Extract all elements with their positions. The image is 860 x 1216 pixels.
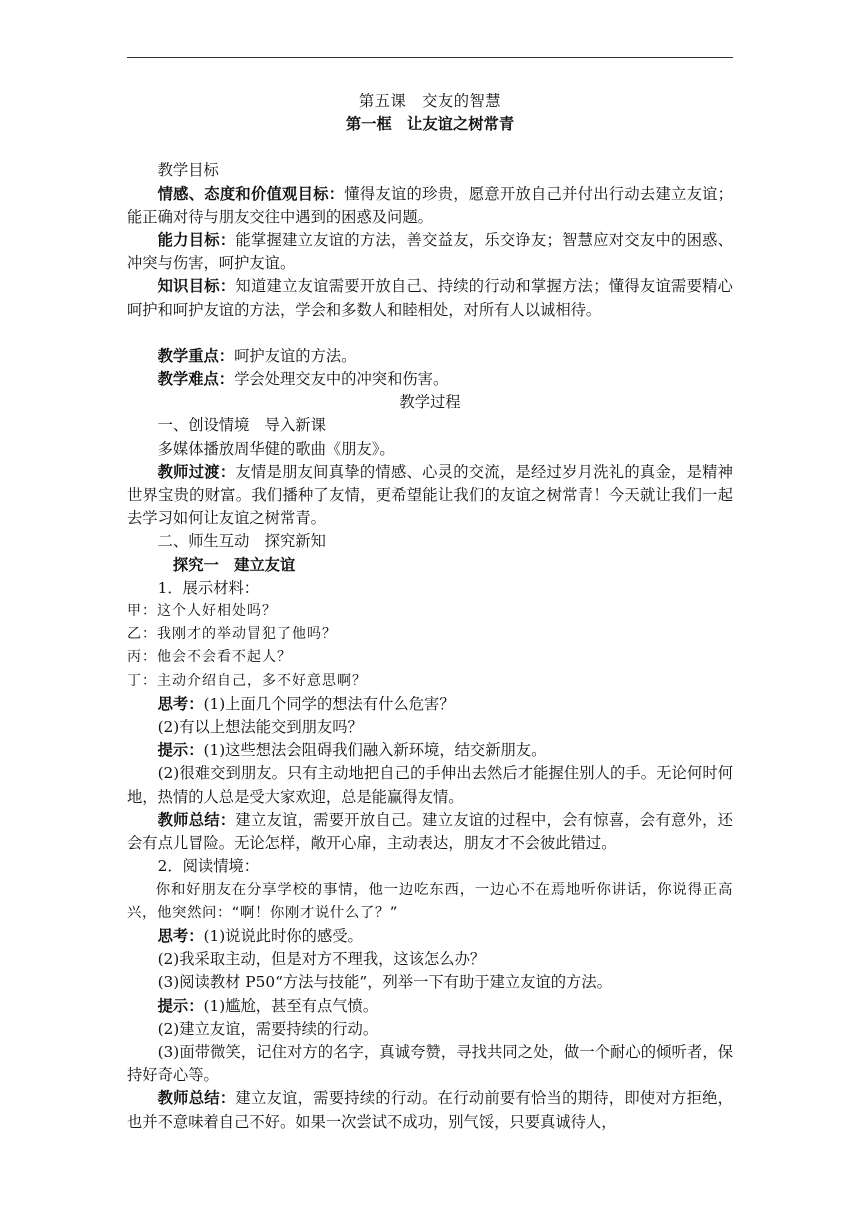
section-one-text: 多媒体播放周华健的歌曲《朋友》。 bbox=[157, 439, 395, 458]
hint-answer: (1)尴尬，甚至有点气愤。 bbox=[203, 996, 379, 1015]
think-question: (1)上面几个同学的想法有什么危害？ bbox=[203, 694, 455, 713]
think-question: (2)有以上想法能交到朋友吗？ bbox=[157, 718, 363, 737]
spacer bbox=[127, 322, 733, 345]
document-body bbox=[127, 90, 733, 1134]
summary-text: 建立友谊，需要开放自己。建立友谊的过程中，会有惊喜，会有意外，还会有点儿冒险。无论怎样，敞开心扉，主动表达，朋友才不会彼此错过。 bbox=[127, 810, 733, 853]
knowledge-text: 知道建立友谊需要开放自己、持续的行动和掌握方法；懂得友谊需要精心呵护和呵护友谊的方法，学会和多数人和睦相处，对所有人以诚相待。 bbox=[127, 277, 733, 319]
objectives-heading: 教学目标 bbox=[157, 161, 219, 180]
transition-text: 友情是朋友间真挚的情感、心灵的交流，是经过岁月洗礼的真金，是精神世界宝贵的财富。我们播种了友情，更希望能让我们的友谊之树常青！今天就让我们一起去学习如何让友谊之树常青。 bbox=[127, 462, 733, 528]
item-two-heading: 2．阅读情境： bbox=[157, 857, 260, 876]
lesson-subtitle: 第一框 让友谊之树常青 bbox=[345, 115, 515, 134]
hint-answer: (2)建立友谊，需要持续的行动。 bbox=[157, 1019, 379, 1038]
dialogue-line: 乙：我刚才的举动冒犯了他吗？ bbox=[127, 626, 337, 643]
hint-answer: (2)很难交到朋友。只有主动地把自己的手伸出去然后才能握住别人的手。无论何时何地，热情的人总是受大家欢迎，总是能赢得友情。 bbox=[127, 764, 733, 806]
think-question: (1)说说此时你的感受。 bbox=[203, 926, 363, 945]
dialogue-line: 丁：主动介绍自己，多不好意思啊？ bbox=[127, 672, 367, 689]
summary-label: 教师总结： bbox=[157, 810, 236, 829]
hint-two bbox=[127, 995, 733, 1018]
section-one-heading: 一、创设情境 导入新课 bbox=[157, 416, 326, 435]
process-heading: 教学过程 bbox=[399, 393, 461, 412]
key-point bbox=[127, 345, 733, 368]
transition-label: 教师过渡： bbox=[157, 462, 236, 481]
summary-text: 建立友谊，需要持续的行动。在行动前要有恰当的期待，即使对方拒绝，也并不意味着自己不好。如果一次尝试不成功，别气馁，只要真诚待人， bbox=[127, 1089, 733, 1131]
teacher-transition bbox=[127, 461, 733, 531]
think-label: 思考： bbox=[157, 926, 204, 945]
knowledge-objective bbox=[127, 275, 733, 321]
hint-one bbox=[127, 739, 733, 762]
hint-label: 提示： bbox=[157, 741, 204, 760]
knowledge-label: 知识目标： bbox=[157, 277, 236, 296]
think-label: 思考： bbox=[157, 694, 204, 713]
think-question: (2)我采取主动，但是对方不理我，这该怎么办？ bbox=[157, 950, 486, 969]
emotion-text: 懂得友谊的珍贵，愿意开放自己并付出行动去建立友谊；能正确对待与朋友交往中遇到的困惑及问题。 bbox=[127, 184, 733, 226]
header-rule bbox=[127, 57, 733, 58]
ability-text: 能掌握建立友谊的方法，善交益友，乐交诤友；智慧应对交友中的困惑、冲突与伤害，呵护友谊。 bbox=[127, 231, 733, 273]
hint-label: 提示： bbox=[157, 996, 204, 1015]
hint-answer: (3)面带微笑，记住对方的名字，真诚夸赞，寻找共同之处，做一个耐心的倾听者，保持好奇心等。 bbox=[127, 1042, 733, 1085]
difficulty-text: 学会处理交友中的冲突和伤害。 bbox=[234, 370, 449, 389]
teacher-summary-two bbox=[127, 1087, 733, 1133]
dialogue-line: 丙：他会不会看不起人？ bbox=[127, 649, 292, 666]
inquiry-one-heading: 探究一 建立友谊 bbox=[172, 555, 296, 574]
item-one-heading: 1．展示材料： bbox=[157, 578, 260, 597]
dialogue-line: 甲：这个人好相处吗？ bbox=[127, 603, 277, 620]
lesson-title: 第五课 交友的智慧 bbox=[358, 92, 502, 110]
ability-label: 能力目标： bbox=[157, 231, 236, 250]
hint-answer: (1)这些想法会阻碍我们融入新环境，结交新朋友。 bbox=[203, 741, 547, 760]
think-one bbox=[127, 693, 733, 716]
summary-label: 教师总结： bbox=[157, 1089, 236, 1108]
key-label: 教学重点： bbox=[157, 346, 235, 365]
emotion-label: 情感、态度和价值观目标： bbox=[157, 184, 345, 203]
section-two-heading: 二、师生互动 探究新知 bbox=[157, 532, 326, 551]
difficulty-point bbox=[127, 368, 733, 391]
reading-scenario: 你和好朋友在分享学校的事情，他一边吃东西，一边心不在焉地听你讲话，你说得正高兴，他突然问：“啊！你刚才说什么了？” bbox=[127, 881, 733, 921]
think-two bbox=[127, 925, 733, 948]
emotion-objective bbox=[127, 183, 733, 229]
ability-objective bbox=[127, 229, 733, 275]
think-question: (3)阅读教材 P50“方法与技能”，列举一下有助于建立友谊的方法。 bbox=[157, 973, 612, 992]
key-text: 呵护友谊的方法。 bbox=[234, 346, 357, 365]
teacher-summary-one bbox=[127, 809, 733, 855]
spacer bbox=[127, 136, 733, 159]
difficulty-label: 教学难点： bbox=[157, 370, 235, 389]
